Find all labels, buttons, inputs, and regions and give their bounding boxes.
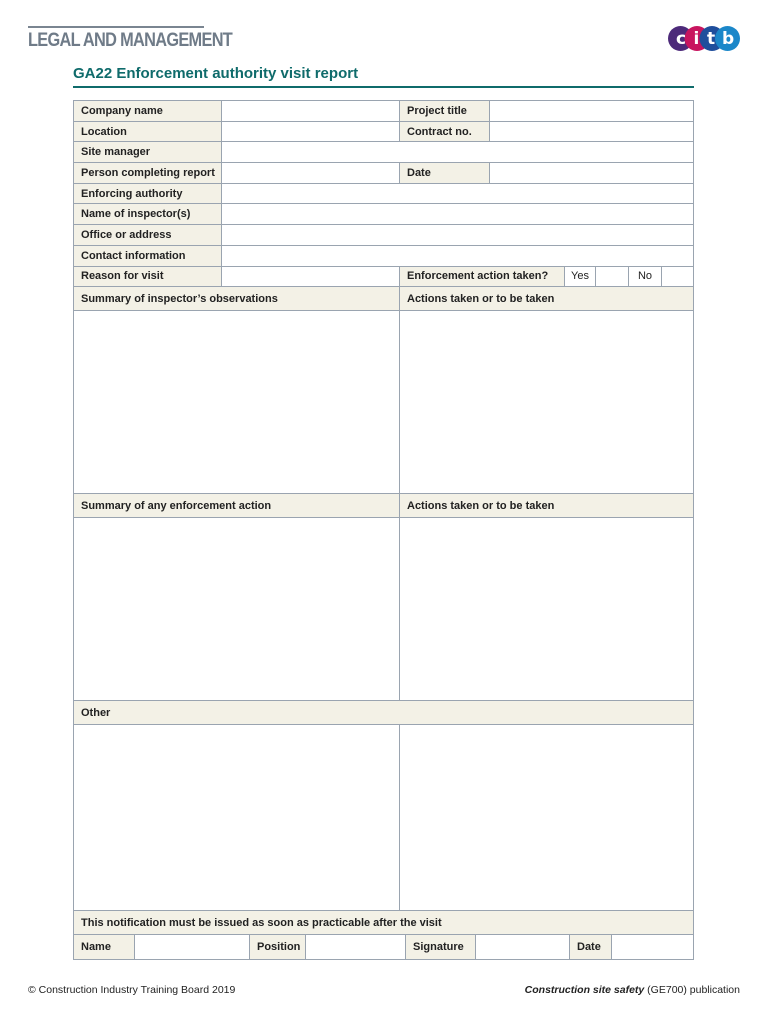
sign-position-label: Position [250, 935, 306, 959]
actions-taken-field-1[interactable] [400, 311, 693, 493]
project-title-field[interactable] [490, 101, 693, 121]
contract-no-field[interactable] [490, 122, 693, 142]
row-other-body [74, 725, 693, 911]
person-completing-label: Person completing report [74, 163, 222, 183]
row-signoff [74, 935, 693, 959]
sign-signature-field[interactable] [476, 935, 570, 959]
footer-copyright: © Construction Industry Training Board 2019 [28, 984, 236, 996]
yes-option-label: Yes [565, 267, 596, 287]
observations-label: Summary of inspector’s observations [74, 287, 400, 310]
site-manager-label: Site manager [74, 142, 222, 162]
office-address-field[interactable] [222, 225, 693, 245]
footer-publication [525, 984, 740, 996]
other-label: Other [74, 701, 693, 724]
site-manager-field[interactable] [222, 142, 693, 162]
observations-field[interactable] [74, 311, 400, 493]
no-checkbox[interactable] [662, 267, 693, 287]
sign-date-field[interactable] [612, 935, 693, 959]
enforcement-summary-field[interactable] [74, 518, 400, 700]
sign-position-field[interactable] [306, 935, 406, 959]
sign-name-field[interactable] [135, 935, 250, 959]
row-location [74, 122, 693, 143]
notification-text: This notification must be issued as soon as practicable after the visit [74, 911, 693, 934]
svg-text:t: t [707, 29, 716, 49]
yes-checkbox[interactable] [596, 267, 629, 287]
row-observations-header [74, 287, 693, 311]
actions-taken-field-2[interactable] [400, 518, 693, 700]
company-name-label: Company name [74, 101, 222, 121]
inspector-names-field[interactable] [222, 204, 693, 224]
form-title: GA22 Enforcement authority visit report [73, 65, 359, 82]
row-enforcement-body [74, 518, 693, 701]
row-contact-info [74, 246, 693, 267]
sign-date-label: Date [570, 935, 612, 959]
location-label: Location [74, 122, 222, 142]
date-label: Date [400, 163, 490, 183]
enforcement-summary-label: Summary of any enforcement action [74, 494, 400, 517]
row-other-header [74, 701, 693, 725]
contact-info-label: Contact information [74, 246, 222, 266]
section-header-text: LEGAL AND MANAGEMENT [28, 30, 233, 51]
section-header [28, 26, 233, 52]
company-name-field[interactable] [222, 101, 400, 121]
sign-name-label: Name [74, 935, 135, 959]
row-inspector-names [74, 204, 693, 225]
citb-logo [667, 25, 741, 52]
publication-title: Construction site safety [524, 984, 645, 996]
project-title-label: Project title [400, 101, 490, 121]
location-field[interactable] [222, 122, 400, 142]
contract-no-label: Contract no. [400, 122, 490, 142]
enforcing-authority-field[interactable] [222, 184, 693, 204]
row-company [74, 101, 693, 122]
svg-text:c: c [676, 29, 687, 49]
contact-info-field[interactable] [222, 246, 693, 266]
inspector-names-label: Name of inspector(s) [74, 204, 222, 224]
svg-text:i: i [693, 29, 700, 49]
row-person-completing [74, 163, 693, 184]
publication-suffix: (GE700) publication [644, 984, 740, 996]
person-completing-field[interactable] [222, 163, 400, 183]
row-notification [74, 911, 693, 935]
report-form [73, 100, 694, 960]
row-site-manager [74, 142, 693, 163]
date-field[interactable] [490, 163, 693, 183]
reason-field[interactable] [222, 267, 400, 287]
other-field-left[interactable] [74, 725, 400, 910]
row-observations-body [74, 311, 693, 494]
row-reason [74, 267, 693, 288]
other-field-right[interactable] [400, 725, 693, 910]
sign-signature-label: Signature [406, 935, 476, 959]
no-option-label: No [629, 267, 662, 287]
row-office-address [74, 225, 693, 246]
actions-taken-label-2: Actions taken or to be taken [400, 494, 693, 517]
row-enforcing-authority [74, 184, 693, 205]
actions-taken-label-1: Actions taken or to be taken [400, 287, 693, 310]
reason-label: Reason for visit [74, 267, 222, 287]
office-address-label: Office or address [74, 225, 222, 245]
row-enforcement-header [74, 494, 693, 518]
title-rule [73, 86, 694, 88]
svg-text:b: b [722, 29, 735, 49]
enforcing-authority-label: Enforcing authority [74, 184, 222, 204]
enforcement-action-taken-label: Enforcement action taken? [400, 267, 565, 287]
